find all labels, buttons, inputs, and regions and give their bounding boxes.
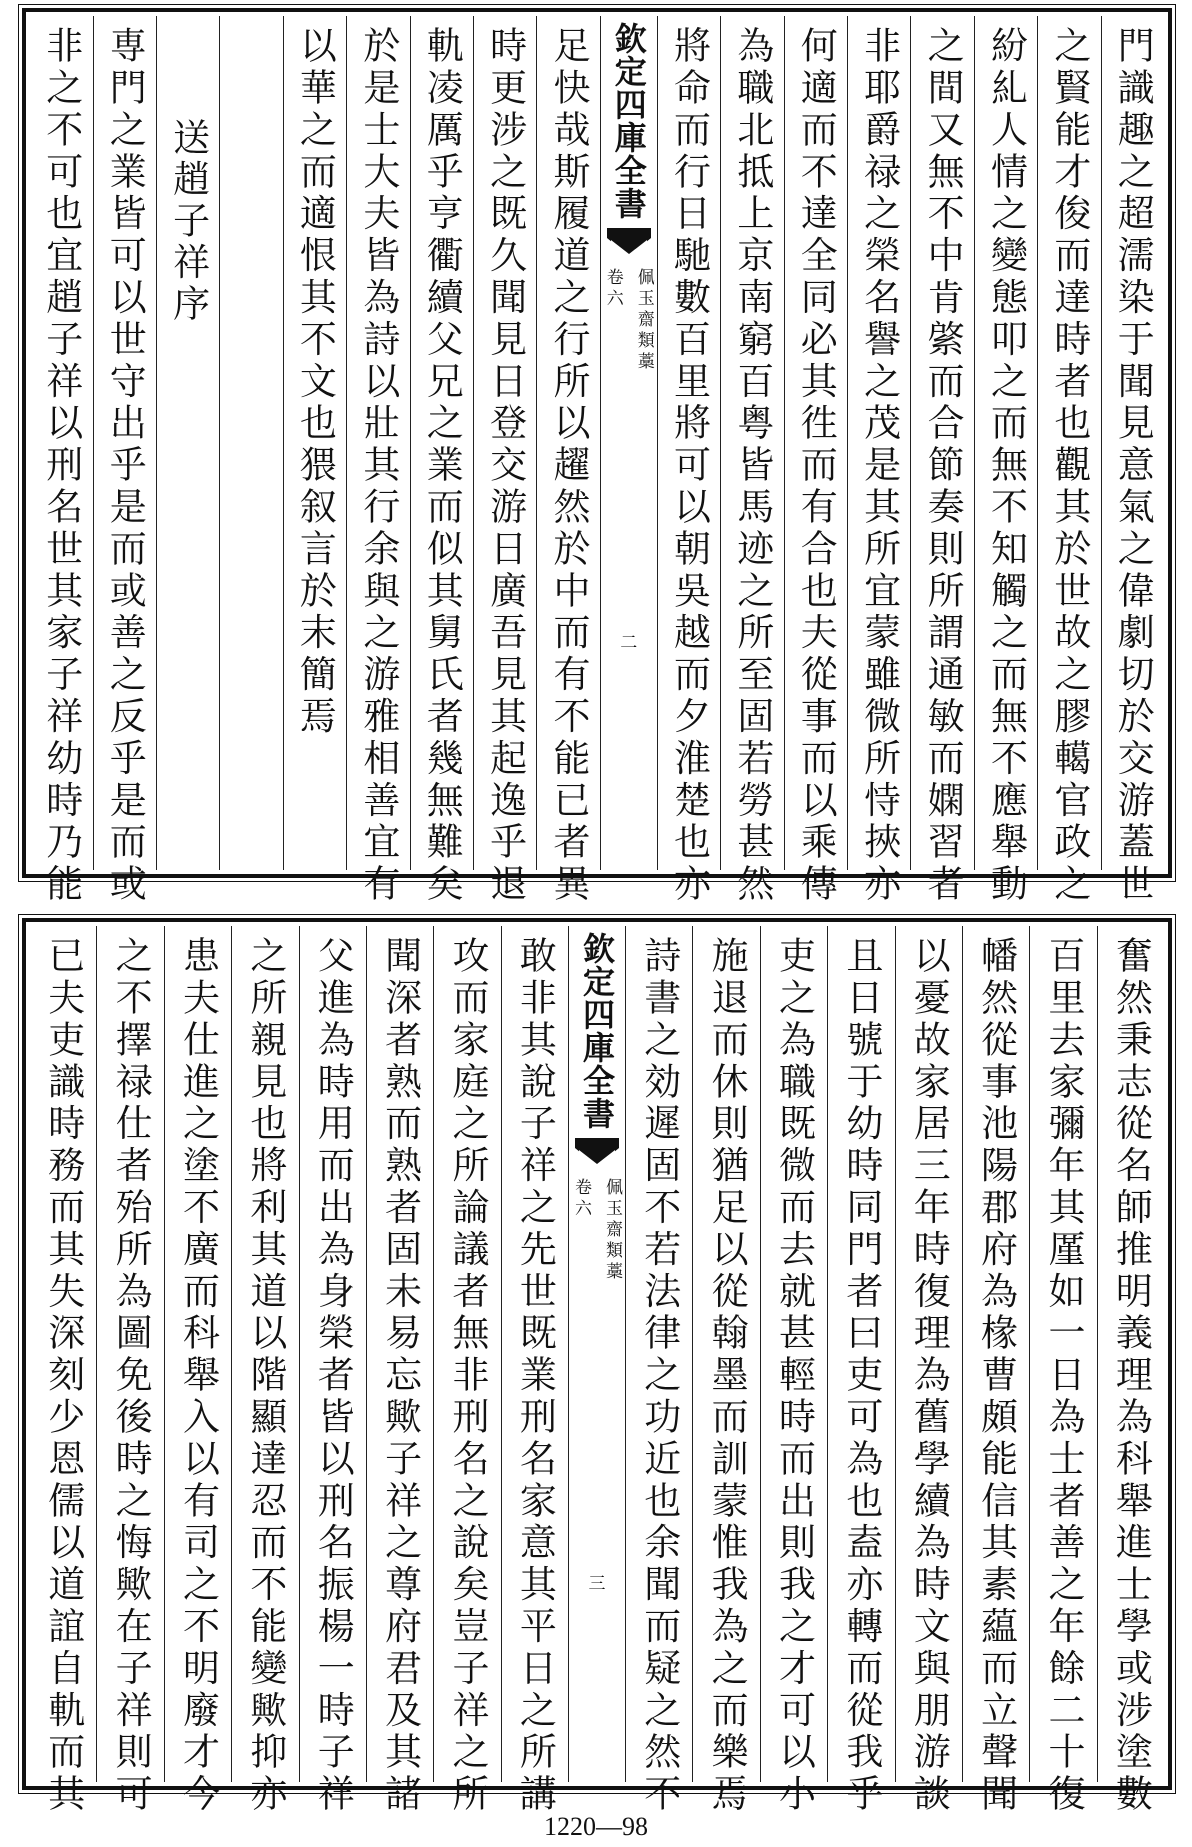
- leaf-number: 三: [588, 1574, 606, 1594]
- text-column: [299, 926, 366, 1816]
- column-text: 吏之為職既微而去就甚輕時而出則我之才可以小: [772, 936, 816, 1816]
- column-text: 之賢能才俊而達時者也觀其於世故之膠轕官政之: [1047, 26, 1091, 906]
- text-column: [219, 16, 282, 870]
- text-column: [410, 16, 473, 906]
- book-title: 欽定四庫全書: [578, 932, 616, 1130]
- text-column: [30, 16, 92, 906]
- section-title: 送趙子祥序: [166, 118, 210, 326]
- column-text: 患夫仕進之塗不廣而科舉入以有司之不明廢才今: [176, 936, 220, 1816]
- column-text: 攻而家庭之所論議者無非刑名之說矣豈子祥之所: [445, 936, 489, 1816]
- text-column: [366, 926, 433, 1816]
- column-text: 聞深者熟而熟者固未易忘歟子祥之尊府君及其諸: [378, 936, 422, 1816]
- text-column: [433, 926, 500, 1816]
- collection-title: 佩玉齋類藁: [633, 268, 654, 373]
- text-column: [1097, 926, 1164, 1816]
- collection-info: [601, 268, 657, 373]
- bottom-page: [22, 918, 1172, 1816]
- column-text: 幡然從事池陽郡府為椽曹頗能信其素藴而立聲聞: [974, 936, 1018, 1816]
- column-text: 施退而休則猶足以從翰墨而訓蒙惟我為之而樂焉: [705, 936, 749, 1816]
- text-column: [156, 16, 219, 870]
- column-text: 奮然秉志從名師推明義理為科舉進士學或涉塗數: [1109, 936, 1153, 1816]
- text-column: [827, 926, 894, 1816]
- column-text: 専門之業皆可以世守出乎是而或善之反乎是而或: [103, 26, 147, 906]
- collection-info: [569, 1178, 625, 1283]
- book-title: 欽定四庫全書: [609, 22, 648, 220]
- top-page: [22, 8, 1172, 906]
- fishtail-mark-icon: [575, 1138, 619, 1168]
- column-text: 且日號于幼時同門者曰吏可為也盍亦轉而從我乎: [839, 936, 883, 1816]
- text-column: [30, 926, 96, 1816]
- column-text: 百里去家彌年其厪如一日為士者善之年餘二十復: [1041, 936, 1085, 1816]
- text-column: [784, 16, 847, 906]
- text-column: [760, 926, 827, 1816]
- column-text: 敢非其說子祥之先世既業刑名家意其平日之所講: [513, 936, 557, 1816]
- column-text: 將命而行日馳數百里將可以朝吳越而夕淮楚也亦: [667, 26, 711, 906]
- text-column: [1029, 926, 1096, 1816]
- leaf-number: 二: [620, 633, 638, 653]
- text-column: [895, 926, 962, 1816]
- text-column: [536, 16, 599, 906]
- text-column: [473, 16, 536, 906]
- text-column: [962, 926, 1029, 1816]
- column-text: 軌凌厲乎亨衢續父兄之業而似其舅氏者幾無難矣: [420, 26, 464, 906]
- text-column: [625, 926, 692, 1816]
- text-column: [501, 926, 568, 1816]
- column-text: 之所親見也將利其道以階顯達忍而不能變歟抑亦: [243, 936, 287, 1816]
- column-text: 已夫吏識時務而其失深刻少恩儒以道誼自軌而其: [41, 936, 85, 1816]
- text-column: [283, 16, 346, 870]
- text-column: [974, 16, 1037, 906]
- text-column: [657, 16, 720, 906]
- column-text: 之間又無不中肯綮而合節奏則所謂通敏而嫻習者: [921, 26, 965, 906]
- column-text: 足快哉斯履道之行所以趯然於中而有不能已者異: [547, 26, 591, 906]
- column-text: 為職北抵上京南窮百粤皆馬迹之所至固若勞甚然: [730, 26, 774, 906]
- text-column: [164, 926, 231, 1816]
- top-page-columns: [30, 16, 1164, 906]
- column-text: 以憂故家居三年時復理為舊學續為時文與朋游談: [907, 936, 951, 1816]
- column-text: 時更涉之既久聞見日登交游日廣吾見其起逸乎退: [483, 26, 527, 906]
- text-column: [692, 926, 759, 1816]
- bottom-page-columns: [30, 926, 1164, 1816]
- volume-label: 卷六: [571, 1178, 591, 1220]
- volume-label: 卷六: [602, 268, 623, 310]
- text-column: [910, 16, 973, 906]
- column-text: 紛糺人情之變態叩之而無不知觸之而無不應舉動: [984, 26, 1028, 906]
- fishtail-mark-icon: [607, 228, 651, 258]
- column-text: 非耶爵禄之榮名譽之茂是其所宜蒙雖微所恃挾亦: [857, 26, 901, 906]
- text-column: [847, 16, 910, 906]
- text-column: [96, 926, 163, 1816]
- column-text: 門識趣之超濡染于聞見意氣之偉劇切於交游蓋世: [1111, 26, 1155, 906]
- text-column: [231, 926, 298, 1816]
- text-column: [1101, 16, 1164, 906]
- center-fold-column: [568, 926, 625, 1782]
- text-column: [346, 16, 409, 906]
- column-text: 詩書之効遲固不若法律之功近也余聞而疑之然不: [637, 936, 681, 1816]
- page-number: 1220—98: [544, 1812, 648, 1841]
- collection-title: 佩玉齋類藁: [602, 1178, 622, 1283]
- column-text: 非之不可也宜趙子祥以刑名世其家子祥幼時乃能: [39, 26, 83, 906]
- text-column: [93, 16, 156, 906]
- text-column: [720, 16, 783, 906]
- text-column: [1037, 16, 1100, 906]
- column-text: 何適而不達全同必其徃而有合也夫從事而以乘傳: [794, 26, 838, 906]
- column-text: 父進為時用而出為身榮者皆以刑名振楊一時子祥: [311, 936, 355, 1816]
- column-text: 以華之而適恨其不文也猥叙言於末簡焉: [293, 26, 337, 739]
- column-text: 於是士大夫皆為詩以壯其行余與之游雅相善宜有: [356, 26, 400, 906]
- center-fold-column: [600, 16, 657, 870]
- column-text: 之不擇禄仕者殆所為圖免後時之悔歟在子祥則可: [109, 936, 153, 1816]
